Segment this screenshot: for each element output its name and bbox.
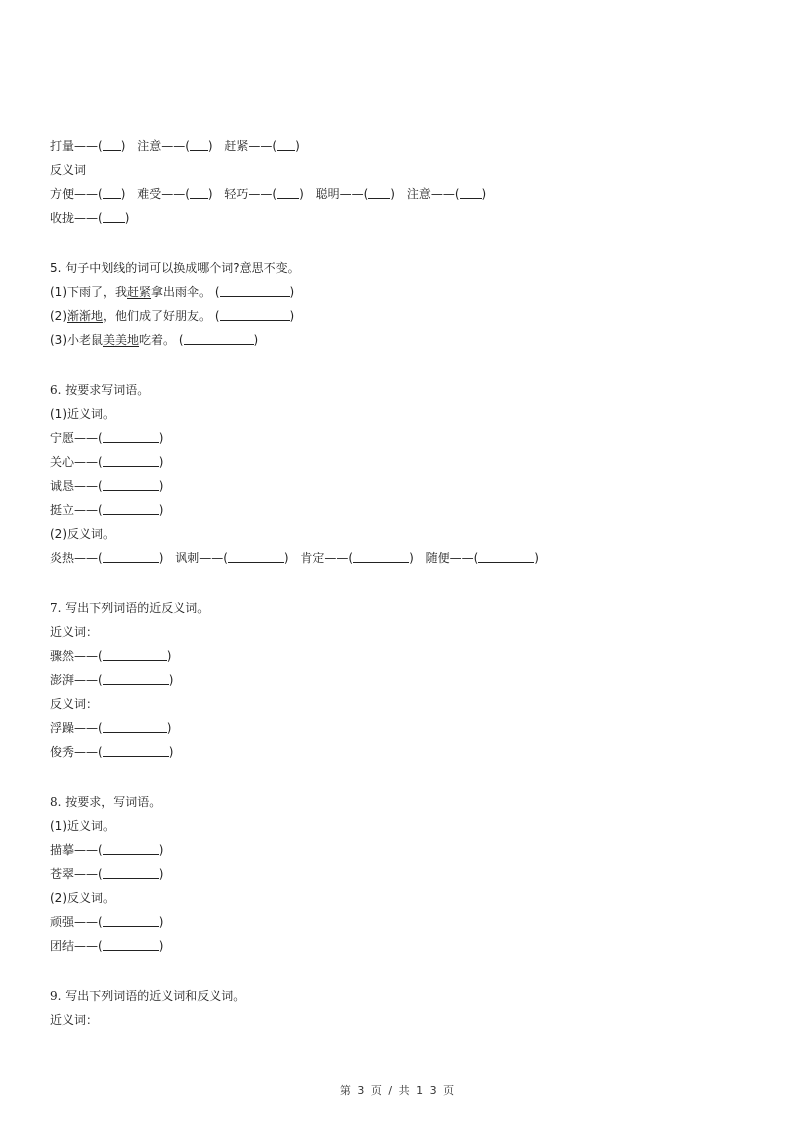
antonym-label: 反义词 bbox=[50, 163, 87, 177]
underlined-word: 渐渐地 bbox=[67, 309, 104, 323]
sentence-2: (2)渐渐地，他们成了好朋友。 ( ) bbox=[50, 304, 750, 328]
fill-line: 挺立——( ) bbox=[50, 498, 750, 522]
question-7-title: 7. 写出下列词语的近反义词。 bbox=[50, 601, 210, 615]
answer-blank[interactable] bbox=[103, 742, 169, 757]
question-8-title: 8. 按要求，写词语。 bbox=[50, 795, 162, 809]
antonym-line bbox=[50, 182, 750, 206]
antonym-line bbox=[50, 206, 750, 230]
fill-line: 顽强——( ) bbox=[50, 910, 750, 934]
fill-item: 难受——( ) bbox=[137, 182, 212, 206]
answer-blank[interactable] bbox=[478, 548, 534, 563]
answer-blank[interactable] bbox=[184, 330, 254, 345]
answer-blank[interactable] bbox=[103, 864, 159, 879]
underlined-word: 赶紧 bbox=[127, 285, 152, 299]
fill-line: 浮躁——( ) bbox=[50, 716, 750, 740]
antonym-label: 反义词： bbox=[50, 697, 99, 711]
answer-blank[interactable] bbox=[103, 840, 159, 855]
fill-line: 宁愿——( ) bbox=[50, 426, 750, 450]
answer-blank[interactable] bbox=[368, 184, 390, 199]
subheading: (2)反义词。 bbox=[50, 527, 115, 541]
subheading: (1)近义词。 bbox=[50, 819, 115, 833]
answer-blank[interactable] bbox=[103, 936, 159, 951]
answer-blank[interactable] bbox=[353, 548, 409, 563]
fill-item: 注意——( ) bbox=[407, 182, 486, 206]
question-9-title: 9. 写出下列词语的近义词和反义词。 bbox=[50, 989, 246, 1003]
subheading: (2)反义词。 bbox=[50, 891, 115, 905]
answer-blank[interactable] bbox=[460, 184, 482, 199]
fill-item: 随便——( ) bbox=[426, 546, 539, 570]
fill-line: 关心——( ) bbox=[50, 450, 750, 474]
answer-blank[interactable] bbox=[220, 306, 290, 321]
fill-line: 俊秀——( ) bbox=[50, 740, 750, 764]
answer-blank[interactable] bbox=[103, 548, 159, 563]
subheading: (1)近义词。 bbox=[50, 407, 115, 421]
fill-item: 收拢——( ) bbox=[50, 206, 129, 230]
fill-line: 团结——( ) bbox=[50, 934, 750, 958]
fill-item: 注意——( ) bbox=[137, 134, 212, 158]
fill-item: 赶紧——( ) bbox=[224, 134, 299, 158]
answer-blank[interactable] bbox=[228, 548, 284, 563]
answer-blank[interactable] bbox=[103, 136, 121, 151]
fill-line: 骤然——( ) bbox=[50, 644, 750, 668]
answer-blank[interactable] bbox=[103, 718, 167, 733]
answer-blank[interactable] bbox=[190, 184, 208, 199]
fill-item: 讽刺——( ) bbox=[175, 546, 288, 570]
answer-blank[interactable] bbox=[277, 184, 299, 199]
answer-blank[interactable] bbox=[103, 670, 169, 685]
fill-item: 肯定——( ) bbox=[300, 546, 413, 570]
answer-blank[interactable] bbox=[103, 912, 159, 927]
fill-line: 苍翠——( ) bbox=[50, 862, 750, 886]
question-5-title: 5. 句子中划线的词可以换成哪个词?意思不变。 bbox=[50, 261, 300, 275]
synonym-line bbox=[50, 134, 750, 158]
fill-line: 澎湃——( ) bbox=[50, 668, 750, 692]
fill-item: 打量——( ) bbox=[50, 134, 125, 158]
fill-item: 轻巧——( ) bbox=[224, 182, 303, 206]
sentence-3: (3)小老鼠美美地吃着。 ( ) bbox=[50, 328, 750, 352]
answer-blank[interactable] bbox=[103, 208, 125, 223]
antonym-line bbox=[50, 546, 750, 570]
answer-blank[interactable] bbox=[103, 184, 121, 199]
synonym-label: 近义词： bbox=[50, 625, 99, 639]
answer-blank[interactable] bbox=[220, 282, 290, 297]
page-footer: 第 3 页 / 共 1 3 页 bbox=[339, 1084, 455, 1097]
fill-item: 聪明——( ) bbox=[316, 182, 395, 206]
answer-blank[interactable] bbox=[103, 500, 159, 515]
fill-line: 诚恳——( ) bbox=[50, 474, 750, 498]
answer-blank[interactable] bbox=[190, 136, 208, 151]
answer-blank[interactable] bbox=[103, 452, 159, 467]
worksheet-page bbox=[50, 134, 750, 1032]
fill-line: 描摹——( ) bbox=[50, 838, 750, 862]
sentence-1: (1)下雨了，我赶紧拿出雨伞。 ( ) bbox=[50, 280, 750, 304]
fill-item: 方便——( ) bbox=[50, 182, 125, 206]
answer-blank[interactable] bbox=[103, 476, 159, 491]
answer-blank[interactable] bbox=[277, 136, 295, 151]
synonym-label: 近义词： bbox=[50, 1013, 99, 1027]
fill-item: 炎热——( ) bbox=[50, 546, 163, 570]
underlined-word: 美美地 bbox=[103, 333, 140, 347]
question-6-title: 6. 按要求写词语。 bbox=[50, 383, 150, 397]
answer-blank[interactable] bbox=[103, 646, 167, 661]
answer-blank[interactable] bbox=[103, 428, 159, 443]
